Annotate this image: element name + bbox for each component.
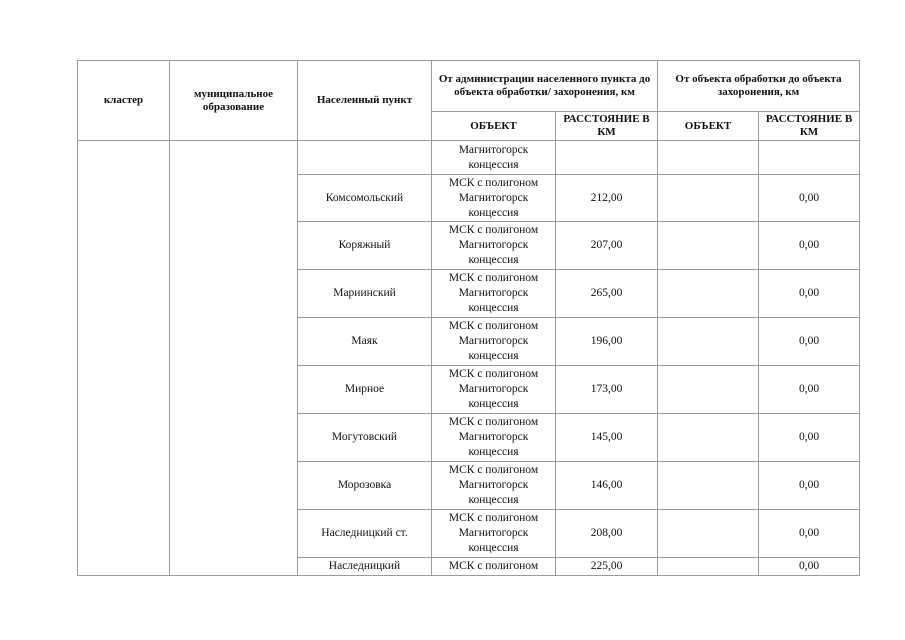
distance-table bbox=[77, 60, 860, 576]
settlement-cell: Мирное bbox=[298, 366, 432, 414]
object2-cell bbox=[658, 510, 759, 558]
distance-cell: 173,00 bbox=[556, 366, 658, 414]
settlement-cell: Мариинский bbox=[298, 270, 432, 318]
object-cell: МСК с полигоном Магнитогорск концессия bbox=[432, 414, 556, 462]
header-distance-2: РАССТОЯНИЕ В КМ bbox=[759, 112, 860, 141]
object-cell: МСК с полигоном Магнитогорск концессия bbox=[432, 318, 556, 366]
object-cell: МСК с полигоном Магнитогорск концессия bbox=[432, 462, 556, 510]
settlement-cell: Могутовский bbox=[298, 414, 432, 462]
distance2-cell: 0,00 bbox=[759, 222, 860, 270]
settlement-cell: Маяк bbox=[298, 318, 432, 366]
header-distance: РАССТОЯНИЕ В КМ bbox=[556, 112, 658, 141]
distance2-cell: 0,00 bbox=[759, 175, 860, 222]
header-row-top bbox=[78, 61, 860, 112]
distance-cell: 146,00 bbox=[556, 462, 658, 510]
header-object: ОБЪЕКТ bbox=[432, 112, 556, 141]
municipality-cell bbox=[170, 141, 298, 576]
object2-cell bbox=[658, 222, 759, 270]
header-from-admin: От администрации населенного пункта до объекта обработки/ захоронения, км bbox=[432, 61, 658, 112]
distance-cell: 265,00 bbox=[556, 270, 658, 318]
settlement-cell: Коряжный bbox=[298, 222, 432, 270]
distance2-cell: 0,00 bbox=[759, 270, 860, 318]
distance2-cell: 0,00 bbox=[759, 318, 860, 366]
distance2-cell: 0,00 bbox=[759, 510, 860, 558]
table-body bbox=[78, 141, 860, 576]
settlement-cell: Наследницкий ст. bbox=[298, 510, 432, 558]
object2-cell bbox=[658, 414, 759, 462]
object2-cell bbox=[658, 141, 759, 175]
object2-cell bbox=[658, 175, 759, 222]
distance2-cell: 0,00 bbox=[759, 414, 860, 462]
distance-cell: 145,00 bbox=[556, 414, 658, 462]
distance-cell: 208,00 bbox=[556, 510, 658, 558]
object-cell: МСК с полигоном Магнитогорск концессия bbox=[432, 270, 556, 318]
object2-cell bbox=[658, 462, 759, 510]
distance-cell: 225,00 bbox=[556, 558, 658, 576]
header-cluster: кластер bbox=[78, 61, 170, 141]
distance2-cell: 0,00 bbox=[759, 462, 860, 510]
distance-cell: 212,00 bbox=[556, 175, 658, 222]
object-cell: МСК с полигоном Магнитогорск концессия bbox=[432, 510, 556, 558]
header-municipality: муниципальное образование bbox=[170, 61, 298, 141]
settlement-cell: Морозовка bbox=[298, 462, 432, 510]
object2-cell bbox=[658, 270, 759, 318]
object2-cell bbox=[658, 366, 759, 414]
distance2-cell bbox=[759, 141, 860, 175]
distance-cell: 196,00 bbox=[556, 318, 658, 366]
object2-cell bbox=[658, 558, 759, 576]
object-cell: МСК с полигоном Магнитогорск концессия bbox=[432, 366, 556, 414]
settlement-cell: Наследницкий bbox=[298, 558, 432, 576]
object-cell: Магнитогорск концессия bbox=[432, 141, 556, 175]
header-object-2: ОБЪЕКТ bbox=[658, 112, 759, 141]
header-settlement: Населенный пункт bbox=[298, 61, 432, 141]
settlement-cell: Комсомольский bbox=[298, 175, 432, 222]
header-from-processing: От объекта обработки до объекта захоронения, км bbox=[658, 61, 860, 112]
table-row bbox=[78, 141, 860, 175]
distance2-cell: 0,00 bbox=[759, 366, 860, 414]
object-cell: МСК с полигоном Магнитогорск концессия bbox=[432, 175, 556, 222]
object-cell: МСК с полигоном Магнитогорск концессия bbox=[432, 222, 556, 270]
distance2-cell: 0,00 bbox=[759, 558, 860, 576]
distance-cell bbox=[556, 141, 658, 175]
settlement-cell bbox=[298, 141, 432, 175]
object2-cell bbox=[658, 318, 759, 366]
object-cell: МСК с полигоном bbox=[432, 558, 556, 576]
distance-cell: 207,00 bbox=[556, 222, 658, 270]
cluster-cell bbox=[78, 141, 170, 576]
